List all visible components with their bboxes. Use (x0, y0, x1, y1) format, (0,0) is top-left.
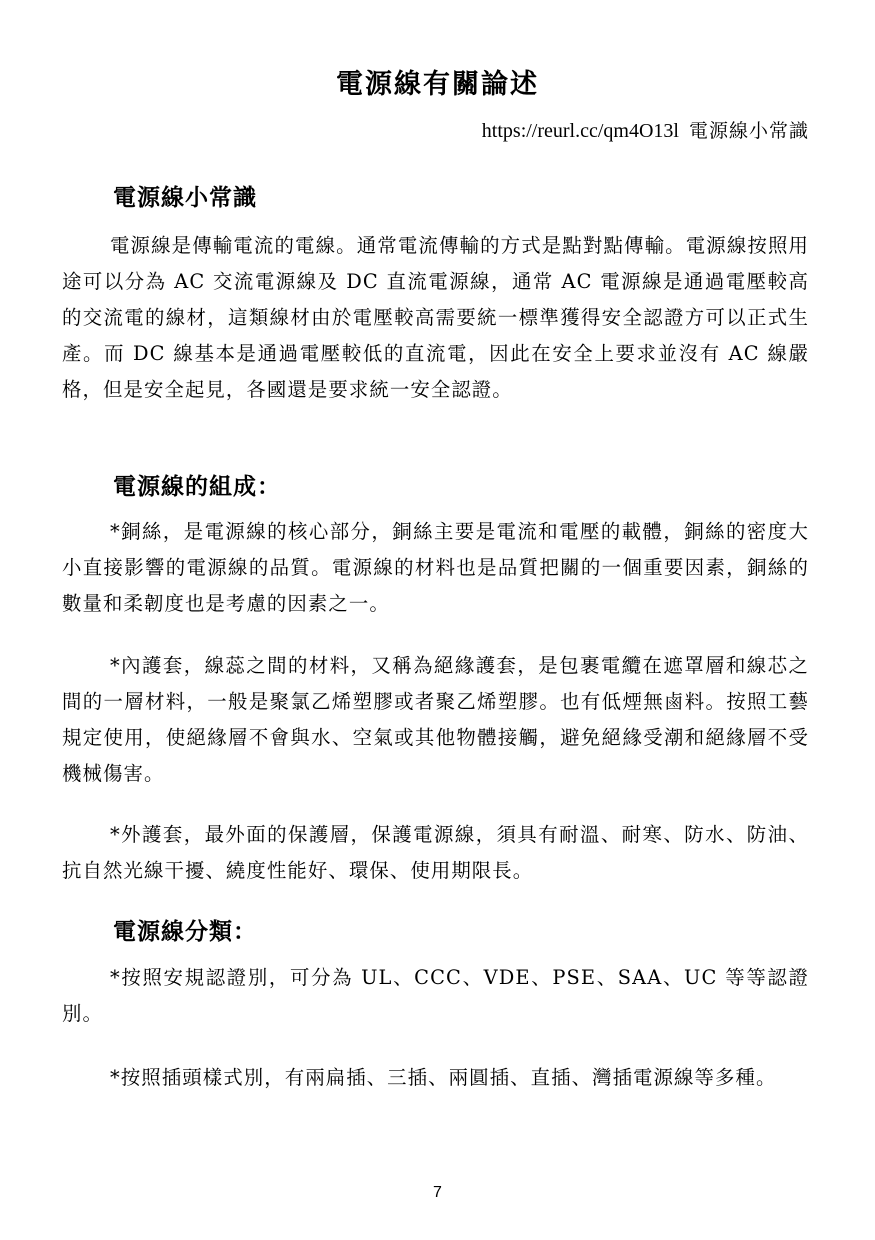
document-title: 電源線有關論述 (336, 69, 539, 100)
paragraph-safety-certification: *按照安規認證別，可分為 UL、CCC、VDE、PSE、SAA、UC 等等認證別。 (62, 966, 809, 1025)
section-heading-classification: 電源線分類： (113, 918, 257, 945)
source-label: 電源線小常識 (688, 120, 809, 142)
paragraph-copper-wire: *銅絲，是電源線的核心部分，銅絲主要是電流和電壓的載體，銅絲的密度大小直接影響的電源線的品質。電源線的材料也是品質把關的一個重要因素，銅絲的數量和柔韌度也是考慮的因素之一。 (62, 520, 809, 615)
paragraph-inner-sheath: *內護套，線蕊之間的材料，又稱為絕緣護套，是包裹電纜在遮罩層和線芯之間的一層材料，一般是聚氯乙烯塑膠或者聚乙烯塑膠。也有低煙無鹵料。按照工藝規定使用，使絕緣層不會與水、空氣或其他物體接觸，避免絕緣受潮和絕緣層不受機械傷害。 (62, 654, 809, 785)
section-heading-basics: 電源線小常識 (113, 184, 257, 211)
section-heading-composition: 電源線的組成： (113, 473, 281, 500)
paragraph-basics: 電源線是傳輸電流的電線。通常電流傳輸的方式是點對點傳輸。電源線按照用途可以分為 AC 交流電源線及 DC 直流電源線，通常 AC 電源線是通過電壓較高的交流電的線材，這類線材由於電壓較高需要統一標準獲得安全認證方可以正式生產。而 DC 線基本是通過電壓較低的直流電，因此在安全上要求並沒有 AC 線嚴格，但是安全起見，各國還是要求統一安全認證。 (62, 234, 809, 401)
paragraph-outer-sheath: *外護套，最外面的保護層，保護電源線，須具有耐溫、耐寒、防水、防油、抗自然光線干擾、繞度性能好、環保、使用期限長。 (62, 823, 809, 882)
source-reference (482, 117, 809, 145)
source-url[interactable]: https://reurl.cc/qm4O13l (481, 120, 679, 142)
page-number: 7 (433, 1184, 442, 1201)
paragraph-plug-types: *按照插頭樣式別，有兩扁插、三插、兩圓插、直插、灣插電源線等多種。 (110, 1066, 777, 1089)
